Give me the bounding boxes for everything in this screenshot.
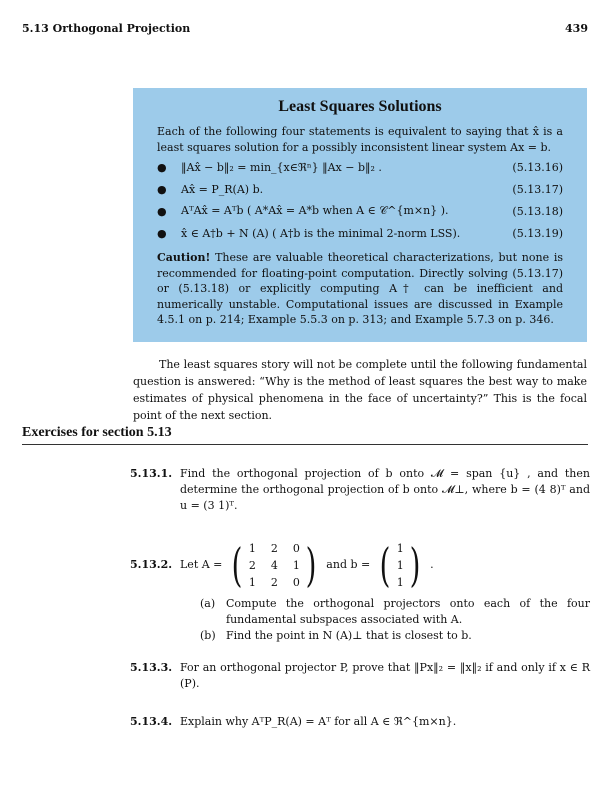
heading-rule [22, 444, 588, 445]
running-head [22, 22, 588, 35]
part-text: Compute the orthogonal projectors onto each of the four fundamental subspaces associated with A. [226, 597, 590, 626]
bullet-expression: Ax̂ = P_R(A) b. [181, 182, 264, 196]
exercise-part [200, 628, 590, 644]
exercise-number: 5.13.4. [130, 715, 173, 728]
page-number: 439 [565, 22, 588, 35]
exercises-heading: Exercises for section 5.13 [22, 425, 172, 440]
least-squares-callout [133, 88, 587, 342]
bullet-expression: x̂ ∈ A†b + N (A) ( A†b is the minimal 2-norm LSS). [181, 226, 461, 240]
vector-b: ( 1 1 1 ) [379, 538, 421, 592]
caution-label: Caution! [157, 251, 211, 264]
matrix-cell: 0 [292, 575, 300, 589]
bullet-item [157, 222, 563, 244]
statement-end: . [430, 558, 434, 571]
bullet-icon: ● [157, 226, 167, 240]
part-label: (a) [200, 597, 216, 610]
matrix-cell: 4 [270, 558, 278, 572]
bullet-expression: ‖Ax̂ − b‖₂ = min_{x∈ℜⁿ} ‖Ax − b‖₂ . [181, 160, 382, 174]
exercise-item [130, 466, 590, 514]
matrix-cell: 2 [270, 541, 278, 555]
exercise-statement [130, 534, 590, 596]
part-label: (b) [200, 629, 216, 642]
callout-intro: Each of the following four statements is equivalent to saying that x̂ is a least squares solution for a possibly inconsistent linear system Ax = b. [157, 125, 563, 154]
bullet-icon: ● [157, 182, 167, 196]
matrix-cell: 1 [292, 558, 300, 572]
matrix-a: ( 1 2 0 2 4 1 1 2 0 ) [231, 538, 317, 592]
bullet-icon: ● [157, 204, 167, 218]
exercise-number: 5.13.1. [130, 467, 173, 480]
caution-text: These are valuable theoretical characterizations, but none is recommended for floating-point computation. Directly solving (5.13.17) or (5.13.18) or explicitly computing A† can be inefficient and numerically unstable. Computational issues are discussed in Example 4.5.1 on p. 214; Example 5.5.3 on p. 313; and Example 5.7.3 on p. 346. [157, 251, 564, 326]
and-b-label: and b = [326, 558, 371, 571]
callout-title: Least Squares Solutions [278, 98, 442, 115]
let-label: Let A = [180, 558, 223, 571]
vector-cell: 1 [396, 575, 404, 589]
bullet-item [157, 156, 563, 178]
caution-note [157, 250, 563, 328]
bullet-item [157, 200, 563, 222]
matrix-cell: 1 [248, 541, 256, 555]
exercise-text: For an orthogonal projector P, prove that ‖Px‖₂ = ‖x‖₂ if and only if x ∈ R (P). [180, 661, 590, 690]
exercise-number: 5.13.2. [130, 558, 173, 571]
exercise-text: Explain why AᵀP_R(A) = Aᵀ for all A ∈ ℜ^{m×n}. [180, 715, 457, 728]
exercise-item [130, 714, 590, 730]
exercise-item [130, 660, 590, 692]
vector-cell: 1 [396, 558, 404, 572]
bullet-expression: AᵀAx̂ = Aᵀb ( A*Ax̂ = A*b when A ∈ 𝒞^{m×n} ). [181, 204, 449, 217]
equation-number: (5.13.16) [512, 160, 563, 174]
equation-number: (5.13.17) [512, 182, 563, 196]
exercise-item [130, 534, 590, 644]
bullet-icon: ● [157, 160, 167, 174]
bullet-item [157, 178, 563, 200]
matrix-cell: 1 [248, 575, 256, 589]
exercise-part [200, 596, 590, 628]
exercise-text: Find the orthogonal projection of b onto 𝓜 = span {u} , and then determine the orthogonal projection of b onto 𝓜⊥, where b = (4 8)ᵀ and u = (3 1)ᵀ. [180, 467, 590, 512]
closing-paragraph: The least squares story will not be complete until the following fundamental question is answered: “Why is the method of least squares the best way to make estimates of physical phenomena in the face of uncertainty?” This is the focal point of the next section. [133, 358, 587, 422]
section-title: 5.13 Orthogonal Projection [22, 22, 191, 35]
matrix-cell: 2 [270, 575, 278, 589]
equation-number: (5.13.19) [512, 226, 563, 240]
matrix-cell: 2 [248, 558, 256, 572]
equation-number: (5.13.18) [512, 204, 563, 218]
part-text: Find the point in N (A)⊥ that is closest to b. [226, 629, 472, 642]
vector-cell: 1 [396, 541, 404, 555]
exercise-number: 5.13.3. [130, 661, 173, 674]
matrix-cell: 0 [292, 541, 300, 555]
